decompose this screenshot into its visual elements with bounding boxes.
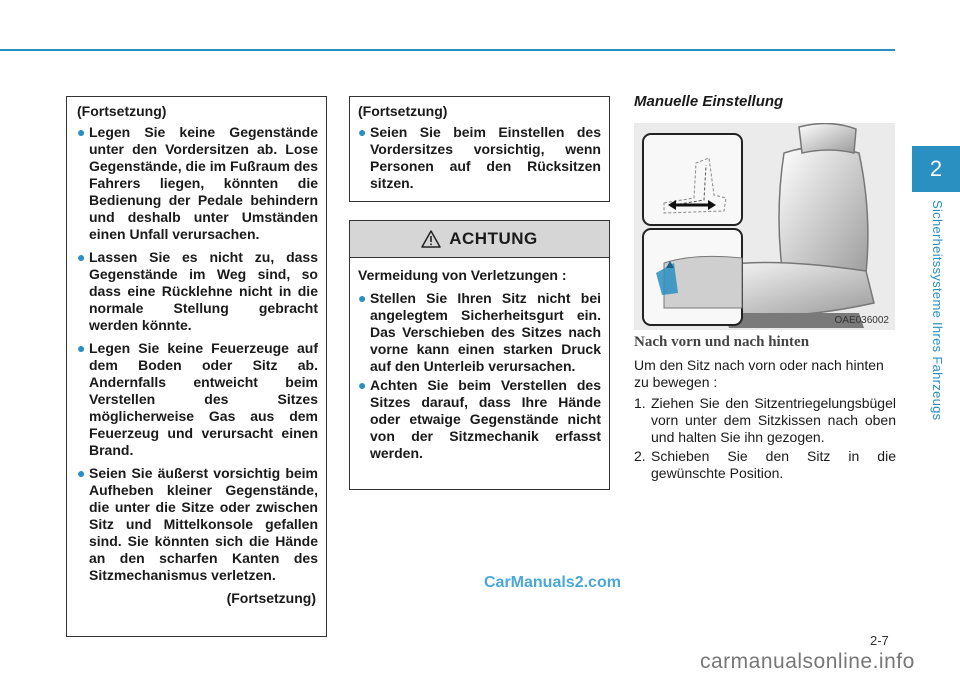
bullet-icon: ● <box>77 465 86 481</box>
list-item-text: Seien Sie äußerst vorsichtig beim Aufheben kleiner Gegenstände, die unter die Sitze oder zwischen Sitz und Mittelkonsole gefallen sind. Sie könnten sich die Hände an den scharfen Kanten des Sitzmechanismus verletzen. <box>89 465 318 583</box>
list-item <box>358 290 601 375</box>
step-item <box>634 448 896 482</box>
achtung-title: ACHTUNG <box>449 229 538 248</box>
bullet-icon: ● <box>358 377 367 393</box>
figure-code: OAE036002 <box>834 315 889 326</box>
warning-list <box>358 124 601 192</box>
bullet-icon: ● <box>77 124 86 140</box>
continued-label: (Fortsetzung) <box>358 103 448 119</box>
seat-illustration <box>634 123 895 330</box>
continued-label: (Fortsetzung) <box>77 103 167 119</box>
watermark-link[interactable]: CarManuals2.com <box>484 574 621 591</box>
bullet-icon: ● <box>77 249 86 265</box>
list-item <box>77 340 318 459</box>
achtung-box <box>349 220 610 490</box>
list-item <box>77 124 318 243</box>
list-item-text: Stellen Sie Ihren Sitz nicht bei angelegtem Sicherheitsgurt ein. Das Verschieben des Sitzes nach vorne kann einen starken Druck auf den Unterleib verursachen. <box>370 290 601 374</box>
chapter-title: Sicherheitssysteme Ihres Fahrzeugs <box>930 200 945 421</box>
bullet-icon: ● <box>358 124 367 140</box>
chapter-tab[interactable] <box>912 146 960 192</box>
chapter-number: 2 <box>929 156 943 181</box>
continued-footer: (Fortsetzung) <box>226 590 316 606</box>
warning-box-continued-2 <box>349 96 610 202</box>
bullet-icon: ● <box>77 340 86 356</box>
achtung-body <box>350 258 609 462</box>
achtung-list <box>358 290 601 462</box>
list-item <box>77 249 318 334</box>
achtung-intro: Vermeidung von Verletzungen : <box>358 267 567 283</box>
section-heading: Manuelle Einstellung <box>634 93 784 110</box>
header-rule <box>0 49 895 51</box>
bullet-icon: ● <box>358 290 367 306</box>
list-item <box>358 124 601 192</box>
step-number: 2. <box>634 448 646 464</box>
step-text: Ziehen Sie den Sitzentriegelungsbügel vorn unter dem Sitzkissen nach oben und halten Sie ihn gezogen. <box>651 395 896 445</box>
warning-triangle-icon <box>421 230 441 248</box>
list-item <box>358 377 601 462</box>
page-number: 2-7 <box>870 633 889 648</box>
seat-drawing <box>634 123 895 330</box>
warning-list <box>77 124 318 584</box>
list-item-text: Legen Sie keine Gegenstände unter den Vordersitzen ab. Lose Gegenstände, die im Fußraum des Fahrers liegen, könnten die Bedienung der Pedale behindern und deshalb unter Umständen einen Unfall verursachen. <box>89 124 318 242</box>
warning-box-continued <box>66 96 327 637</box>
intro-text: Um den Sitz nach vorn oder nach hinten zu bewegen : <box>634 357 884 390</box>
step-text: Schieben Sie den Sitz in die gewünschte Position. <box>651 448 896 481</box>
instruction-text <box>634 357 896 484</box>
subsection-heading: Nach vorn und nach hinten <box>634 334 810 350</box>
achtung-header <box>350 221 609 258</box>
list-item-text: Legen Sie keine Feuerzeuge auf dem Boden oder Sitz ab. Andernfalls entweicht beim Verstellen des Sitzes möglicherweise Gas aus dem Feuerzeug und verursacht einen Brand. <box>89 340 318 458</box>
step-item <box>634 395 896 446</box>
step-number: 1. <box>634 395 646 411</box>
list-item-text: Lassen Sie es nicht zu, dass Gegenstände im Weg sind, so dass eine Rücklehne nicht in die normale Stellung gebracht werden könnte. <box>89 249 318 333</box>
list-item-text: Achten Sie beim Verstellen des Sitzes darauf, dass Ihre Hände oder etwaige Gegenstände nicht von der Sitzmechanik erfasst werden. <box>370 377 601 461</box>
list-item-text: Seien Sie beim Einstellen des Vordersitzes vorsichtig, wenn Personen auf den Rücksitzen sitzen. <box>370 124 601 191</box>
list-item <box>77 465 318 584</box>
footer-watermark: carmanualsonline.info <box>700 650 915 673</box>
step-list <box>634 395 896 482</box>
